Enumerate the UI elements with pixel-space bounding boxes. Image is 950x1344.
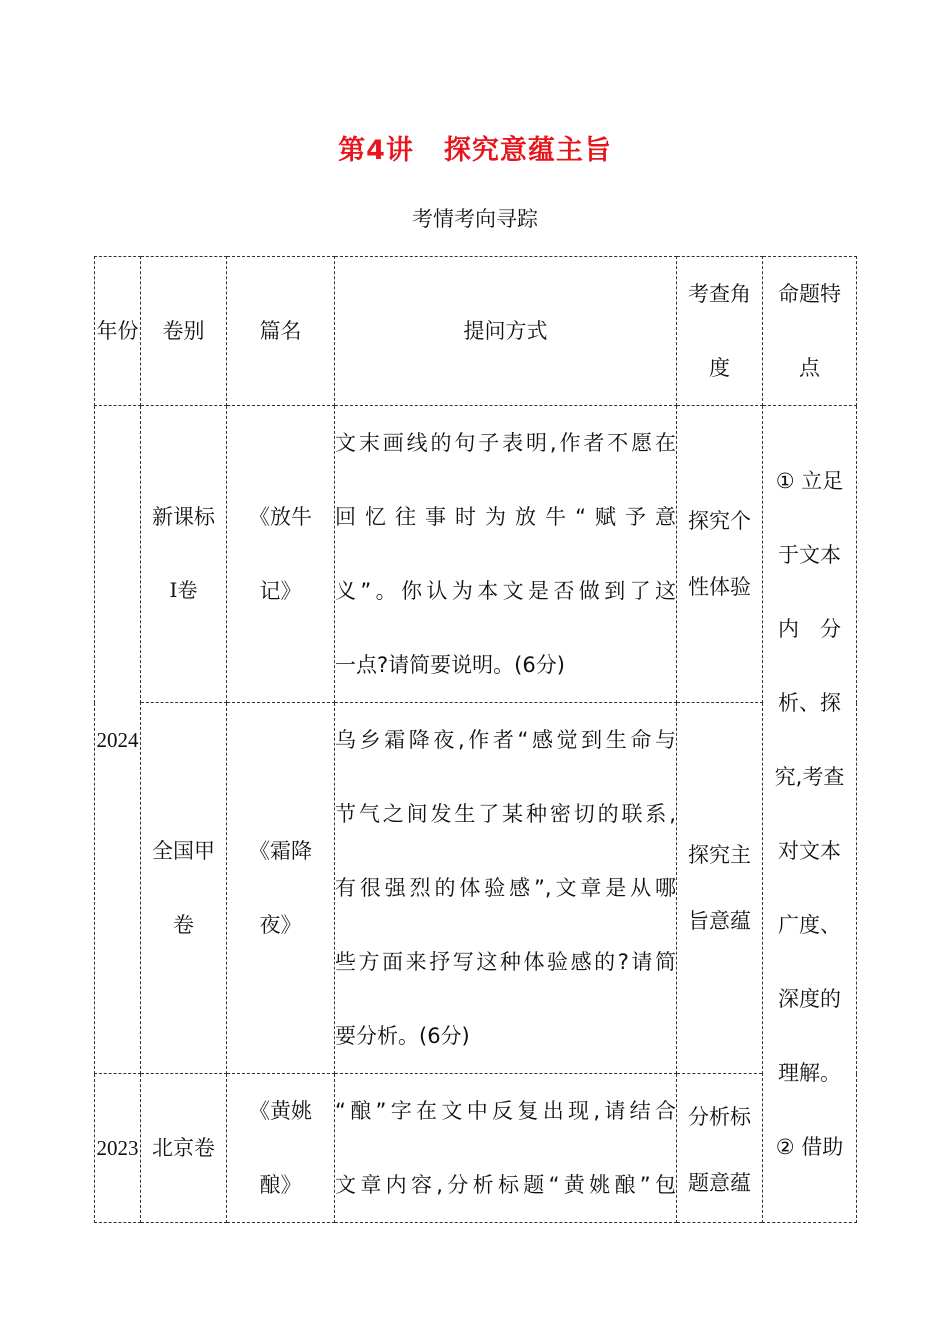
year-cell: 2024 [95, 406, 141, 1074]
header-question: 提问方式 [335, 257, 677, 406]
feature-cell: ① 立足 于文本 内 分 析、探 究,考查 对文本 广度、 深度的 理解。 ② 借助 [763, 406, 857, 1223]
header-year: 年份 [95, 257, 141, 406]
table-row [95, 1074, 857, 1223]
header-feature: 命题特 点 [763, 257, 857, 406]
page-title [0, 128, 950, 167]
angle-cell: 探究主 旨意蕴 [677, 703, 763, 1074]
header-essay: 篇名 [227, 257, 335, 406]
year-cell: 2023 [95, 1074, 141, 1223]
header-angle: 考查角 度 [677, 257, 763, 406]
question-cell: 乌乡霜降夜,作者“感觉到生命与 节气之间发生了某种密切的联系, 有很强烈的体验感”,文章是从哪 些方面来抒写这种体验感的?请简 要分析。(6分) [335, 703, 677, 1074]
paper-cell: 新课标 Ⅰ卷 [141, 406, 227, 703]
header-paper: 卷别 [141, 257, 227, 406]
essay-cell: 《霜降 夜》 [227, 703, 335, 1074]
question-cell: “酿”字在文中反复出现,请结合 文章内容,分析标题“黄姚酿”包 [335, 1074, 677, 1223]
page-subtitle: 考情考向寻踪 [412, 207, 538, 231]
essay-cell: 《放牛 记》 [227, 406, 335, 703]
essay-cell: 《黄姚 酿》 [227, 1074, 335, 1223]
header-row [95, 257, 857, 406]
question-cell: 文末画线的句子表明,作者不愿在 回忆往事时为放牛“赋予意 义”。你认为本文是否做到了这 一点?请简要说明。(6分) [335, 406, 677, 703]
table-row [95, 406, 857, 703]
paper-cell: 北京卷 [141, 1074, 227, 1223]
title-lecture: 第4讲 [338, 135, 414, 166]
paper-cell: 全国甲 卷 [141, 703, 227, 1074]
angle-cell: 分析标 题意蕴 [677, 1074, 763, 1223]
angle-cell: 探究个 性体验 [677, 406, 763, 703]
title-topic: 探究意蕴主旨 [443, 135, 612, 166]
exam-analysis-table [94, 256, 857, 1223]
table-row [95, 703, 857, 1074]
